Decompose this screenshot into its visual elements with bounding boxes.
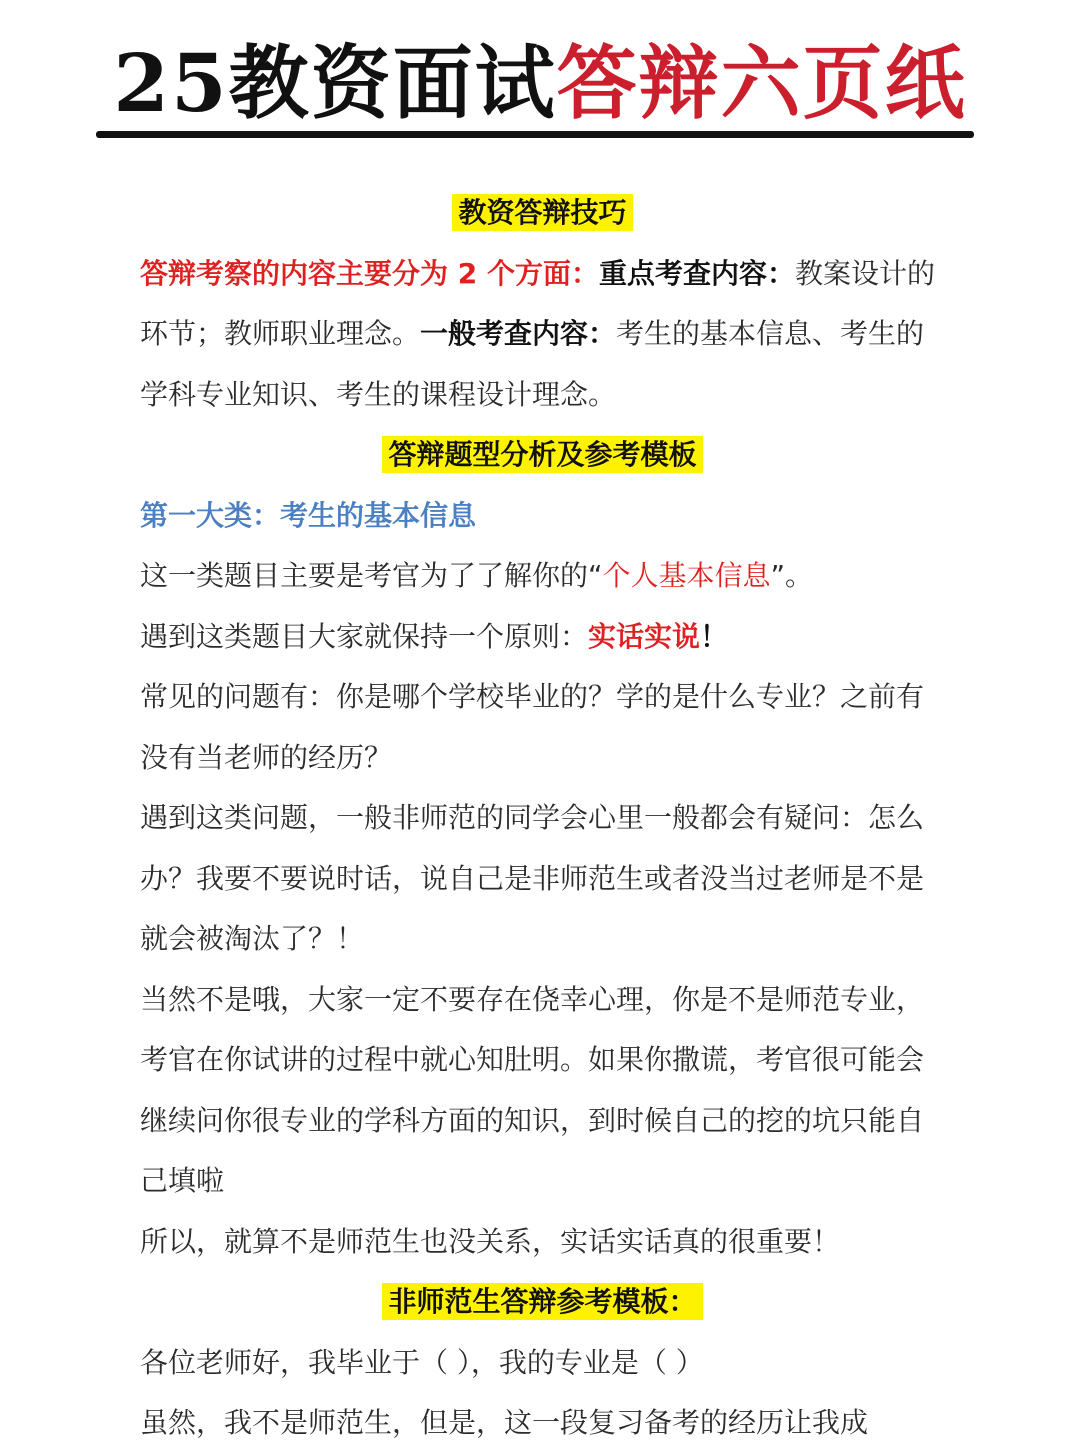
paragraph-line: 遇到这类问题，一般非师范的同学会心里一般都会有疑问：怎么办？我要不要说时话，说自己是非师范生或者没当过老师是不是就会被淘汰了？！	[140, 801, 925, 955]
category-heading	[140, 486, 945, 547]
highlight-heading: 教资答辩技巧	[452, 194, 632, 231]
body-text: 考生的基本信息、考生的学科专业知识、考生的课程设计理念。	[140, 317, 925, 411]
emphasis-bold: 重点考查内容：	[598, 256, 795, 290]
emphasis-red: 实话实说	[588, 619, 701, 653]
emphasis-red: 答辩考察的内容主要分为 2 个方面：	[140, 256, 599, 290]
paragraph-line: 虽然，我不是师范生，但是，这一段复习备考的经历让我成	[140, 1406, 869, 1439]
title-black-part: 25教资面试	[113, 36, 557, 130]
document-body	[140, 183, 945, 1454]
paragraph-line	[140, 546, 945, 607]
section-heading-nonnormal	[140, 1272, 945, 1333]
title-underline	[96, 131, 974, 138]
title-red-part: 答辩六页纸	[556, 36, 967, 130]
emphasis-bold: 一般考查内容：	[420, 317, 617, 350]
paragraph-line: 常见的问题有：你是哪个学校毕业的？学的是什么专业？之前有没有当老师的经历？	[140, 680, 925, 774]
paragraph-line: 当然不是哦，大家一定不要存在侥幸心理，你是不是师范专业，考官在你试讲的过程中就心知肚明。如果你撒谎，考官很可能会继续问你很专业的学科方面的知识，到时候自己的挖的坑只能自己填啦	[140, 982, 925, 1197]
page-title	[0, 38, 1080, 128]
paragraph-line	[140, 607, 945, 668]
body-text: ”。	[770, 559, 814, 592]
body-text: ！	[700, 619, 729, 653]
paragraph-content-overview	[140, 244, 945, 426]
paragraph-line: 所以，就算不是师范生也没关系，实话实话真的很重要！	[140, 1224, 841, 1258]
highlight-heading: 非师范生答辩参考模板：	[382, 1283, 702, 1320]
section-heading-templates	[140, 425, 945, 486]
body-text: 遇到这类题目大家就保持一个原则：	[140, 619, 589, 653]
paragraph-line: 各位老师好，我毕业于（ ），我的专业是（ ）	[140, 1345, 704, 1379]
highlight-heading: 答辩题型分析及参考模板	[382, 436, 702, 473]
section-heading-tips	[140, 183, 945, 244]
category-label: 第一大类：考生的基本信息	[140, 498, 477, 532]
body-text: 教案设计的环节；教师职业理念。	[140, 256, 936, 350]
emphasis-red: 个人基本信息	[602, 559, 771, 592]
body-text: 这一类题目主要是考官为了了解你的“	[140, 559, 603, 592]
